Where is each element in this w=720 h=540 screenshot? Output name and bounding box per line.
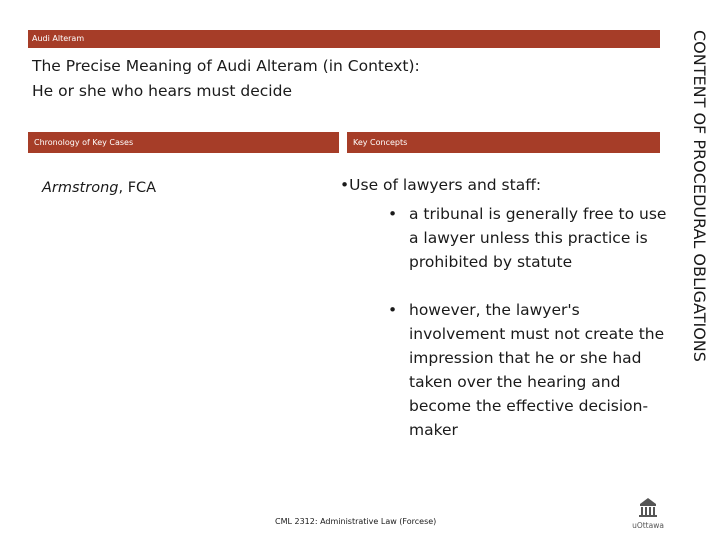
chronology-header-label: Chronology of Key Cases [34, 138, 134, 147]
bullet-mark: • [388, 205, 398, 223]
case-court: , FCA [118, 180, 157, 196]
case-name: Armstrong [42, 180, 119, 196]
section-label: Audi Alteram [32, 34, 85, 43]
main-bullet-text: •Use of lawyers and staff: [340, 176, 542, 194]
case-entry [42, 180, 156, 196]
slide-title [32, 54, 420, 104]
title-line-2: He or she who hears must decide [32, 82, 292, 100]
vertical-section-title: CONTENT OF PROCEDURAL OBLIGATIONS [690, 30, 709, 362]
key-concepts-header-bar [347, 132, 660, 153]
key-concepts-header-label: Key Concepts [353, 138, 408, 147]
university-building-icon [624, 496, 672, 520]
footer-course-label: CML 2312: Administrative Law (Forcese) [275, 517, 437, 526]
section-header-bar [28, 30, 660, 48]
sub-bullet-text: a tribunal is generally free to use a lawyer unless this practice is prohibited by statute [409, 205, 667, 271]
chronology-header-bar [28, 132, 339, 153]
sub-bullet-text: however, the lawyer's involvement must not create the impression that he or she had taken over the hearing and become the effective decision-maker [409, 301, 665, 439]
bullet-mark: • [388, 301, 398, 319]
university-logo [624, 496, 672, 530]
logo-wordmark: uOttawa [632, 521, 664, 530]
title-line-1: The Precise Meaning of Audi Alteram (in Context): [32, 57, 420, 75]
